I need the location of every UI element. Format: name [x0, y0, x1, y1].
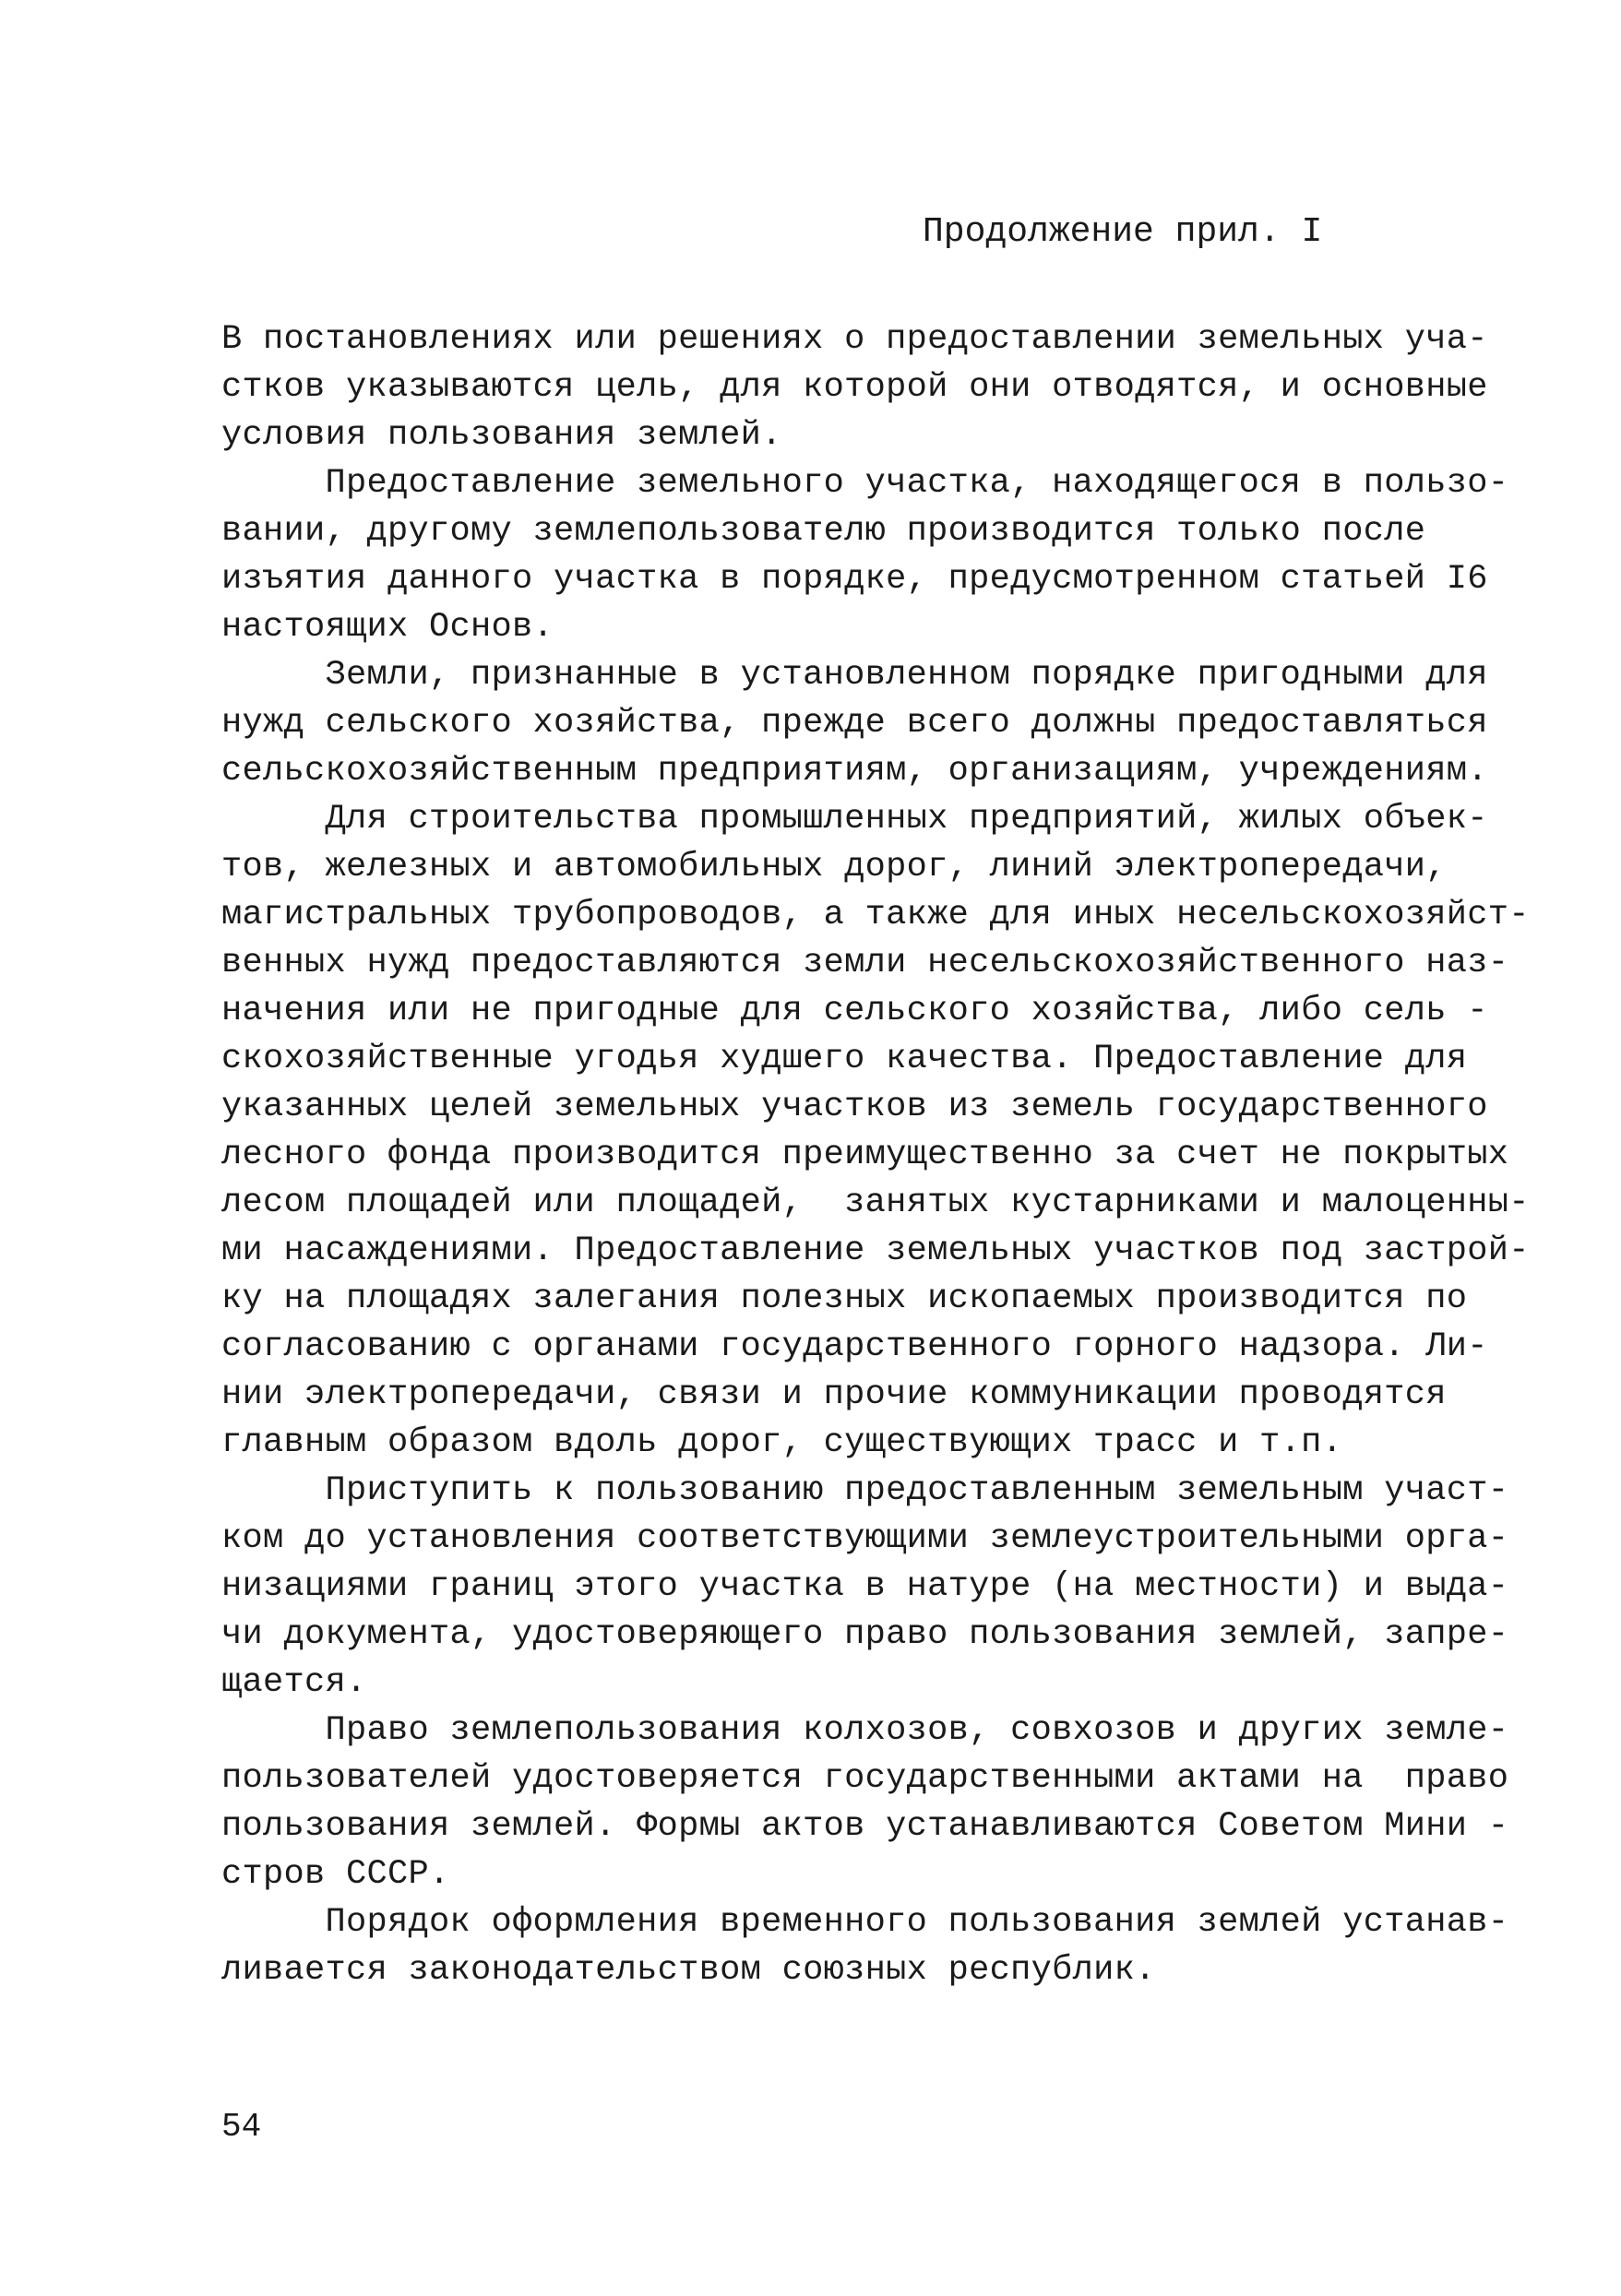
- text-line: пользователей удостоверяется государственными актами на право: [221, 1759, 1509, 1798]
- text-line: скохозяйственные угодья худшего качества. Предоставление для: [221, 1040, 1468, 1078]
- text-line: ливается законодательством союзных республик.: [221, 1951, 1156, 1990]
- text-line: вании, другому землепользователю производится только после: [221, 512, 1426, 551]
- text-line: сельскохозяйственным предприятиям, организациям, учреждениям.: [221, 752, 1488, 791]
- text-line: главным образом вдоль дорог, существующих трасс и т.п.: [221, 1423, 1343, 1462]
- text-line: согласованию с органами государственного горного надзора. Ли-: [221, 1327, 1488, 1366]
- text-line: ком до установления соответствующими землеустроительными орга-: [221, 1519, 1509, 1558]
- text-line: Земли, признанные в установленном порядке пригодными для: [221, 656, 1488, 695]
- text-line: Для строительства промышленных предприятий, жилых объек-: [221, 800, 1488, 839]
- text-line: ку на площадях залегания полезных ископаемых производится по: [221, 1279, 1468, 1318]
- text-line: лесного фонда производится преимущественно за счет не покрытых: [221, 1136, 1509, 1174]
- text-line: Предоставление земельного участка, находящегося в пользо-: [221, 464, 1509, 503]
- text-line: магистральных трубопроводов, а также для иных несельскохозяйст-: [221, 896, 1530, 934]
- text-line: указанных целей земельных участков из земель государственного: [221, 1088, 1488, 1126]
- text-line: В постановлениях или решениях о предоставлении земельных уча-: [221, 320, 1488, 359]
- text-line: пользования землей. Формы актов устанавливаются Советом Мини -: [221, 1807, 1509, 1846]
- text-line: стков указываются цель, для которой они отводятся, и основные: [221, 368, 1488, 407]
- text-line: начения или не пригодные для сельского хозяйства, либо сель -: [221, 992, 1488, 1030]
- text-line: Порядок оформления временного пользования землей устанав-: [221, 1903, 1509, 1942]
- text-line: венных нужд предоставляются земли несельскохозяйственного наз-: [221, 944, 1509, 982]
- text-line: чи документа, удостоверяющего право пользования землей, запре-: [221, 1615, 1509, 1654]
- text-line: условия пользования землей.: [221, 416, 782, 455]
- text-line: нужд сельского хозяйства, прежде всего должны предоставляться: [221, 704, 1488, 743]
- text-line: ми насаждениями. Предоставление земельных участков под застрой-: [221, 1231, 1530, 1270]
- text-line: Приступить к пользованию предоставленным земельным участ-: [221, 1471, 1509, 1510]
- text-line: щается.: [221, 1663, 367, 1702]
- text-line: нии электропередачи, связи и прочие коммуникации проводятся: [221, 1375, 1447, 1414]
- page-number: 54: [221, 2108, 262, 2146]
- text-line: изъятия данного участка в порядке, предусмотренном статьей I6: [221, 560, 1488, 599]
- text-line: лесом площадей или площадей, занятых кустарниками и малоценны-: [221, 1184, 1530, 1222]
- continuation-note: Продолжение прил. I: [923, 212, 1323, 252]
- text-line: низациями границ этого участка в натуре (на местности) и выда-: [221, 1567, 1509, 1606]
- text-line: тов, железных и автомобильных дорог, линий электропередачи,: [221, 848, 1447, 886]
- text-line: стров СССР.: [221, 1855, 450, 1894]
- text-line: настоящих Основ.: [221, 608, 554, 647]
- text-line: Право землепользования колхозов, совхозов и других земле-: [221, 1711, 1509, 1750]
